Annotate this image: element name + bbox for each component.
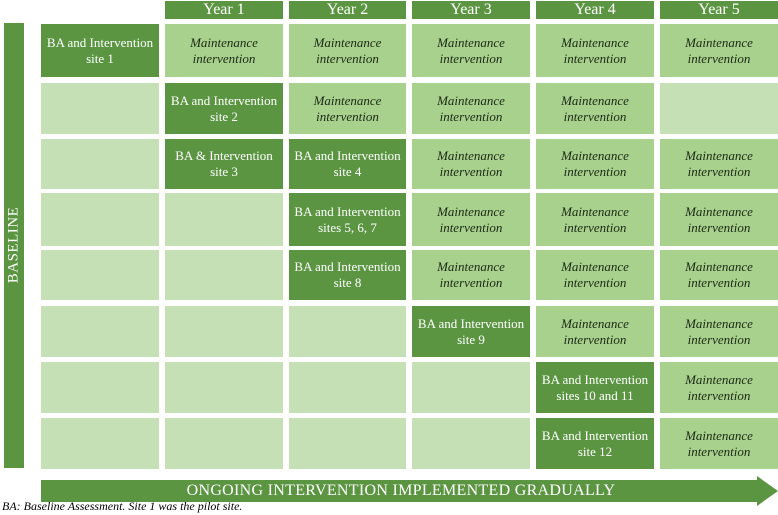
maintenance-cell: Maintenance intervention: [536, 250, 654, 300]
empty-cell: [41, 362, 159, 413]
empty-cell: [165, 306, 283, 357]
ba-intervention-cell: BA and Intervention site 4: [289, 139, 406, 189]
ba-intervention-cell: BA and Intervention site 2: [165, 83, 283, 134]
maintenance-cell: Maintenance intervention: [289, 24, 406, 77]
year-1-header: Year 1: [165, 1, 283, 19]
maintenance-cell: Maintenance intervention: [536, 306, 654, 357]
ba-intervention-cell: BA and Intervention site 9: [412, 306, 530, 357]
empty-cell: [41, 306, 159, 357]
empty-cell: [289, 418, 406, 469]
empty-cell: [165, 193, 283, 246]
maintenance-cell: Maintenance intervention: [412, 250, 530, 300]
maintenance-cell: Maintenance intervention: [536, 83, 654, 134]
maintenance-cell: Maintenance intervention: [660, 24, 778, 77]
empty-cell: [165, 250, 283, 300]
empty-cell: [289, 362, 406, 413]
maintenance-cell: Maintenance intervention: [412, 139, 530, 189]
arrow-label: ONGOING INTERVENTION IMPLEMENTED GRADUALLY: [186, 482, 616, 499]
empty-cell: [41, 250, 159, 300]
empty-cell: [41, 139, 159, 189]
maintenance-cell: Maintenance intervention: [536, 193, 654, 246]
ba-intervention-cell: BA & Intervention site 3: [165, 139, 283, 189]
maintenance-cell: Maintenance intervention: [660, 418, 778, 469]
baseline-label: BASELINE: [5, 206, 22, 284]
empty-cell: [660, 83, 778, 134]
year-4-header: Year 4: [536, 1, 654, 19]
empty-cell: [41, 193, 159, 246]
maintenance-cell: Maintenance intervention: [660, 193, 778, 246]
ba-intervention-cell: BA and Intervention site 12: [536, 418, 654, 469]
empty-cell: [165, 418, 283, 469]
ba-intervention-cell: BA and Intervention sites 5, 6, 7: [289, 193, 406, 246]
footnote: BA: Baseline Assessment. Site 1 was the pilot site.: [2, 499, 243, 513]
maintenance-cell: Maintenance intervention: [660, 362, 778, 413]
ba-intervention-cell: BA and Intervention site 1: [41, 24, 159, 77]
ba-intervention-cell: BA and Intervention sites 10 and 11: [536, 362, 654, 413]
maintenance-cell: Maintenance intervention: [165, 24, 283, 77]
ba-intervention-cell: BA and Intervention site 8: [289, 250, 406, 300]
empty-cell: [412, 362, 530, 413]
empty-cell: [41, 83, 159, 134]
maintenance-cell: Maintenance intervention: [536, 24, 654, 77]
maintenance-cell: Maintenance intervention: [660, 306, 778, 357]
empty-cell: [289, 306, 406, 357]
maintenance-cell: Maintenance intervention: [412, 193, 530, 246]
year-5-header: Year 5: [660, 1, 778, 19]
year-2-header: Year 2: [289, 1, 406, 19]
maintenance-cell: Maintenance intervention: [412, 83, 530, 134]
maintenance-cell: Maintenance intervention: [289, 83, 406, 134]
maintenance-cell: Maintenance intervention: [660, 139, 778, 189]
empty-cell: [412, 418, 530, 469]
maintenance-cell: Maintenance intervention: [536, 139, 654, 189]
year-3-header: Year 3: [412, 1, 530, 19]
maintenance-cell: Maintenance intervention: [412, 24, 530, 77]
empty-cell: [165, 362, 283, 413]
empty-cell: [41, 418, 159, 469]
maintenance-cell: Maintenance intervention: [660, 250, 778, 300]
